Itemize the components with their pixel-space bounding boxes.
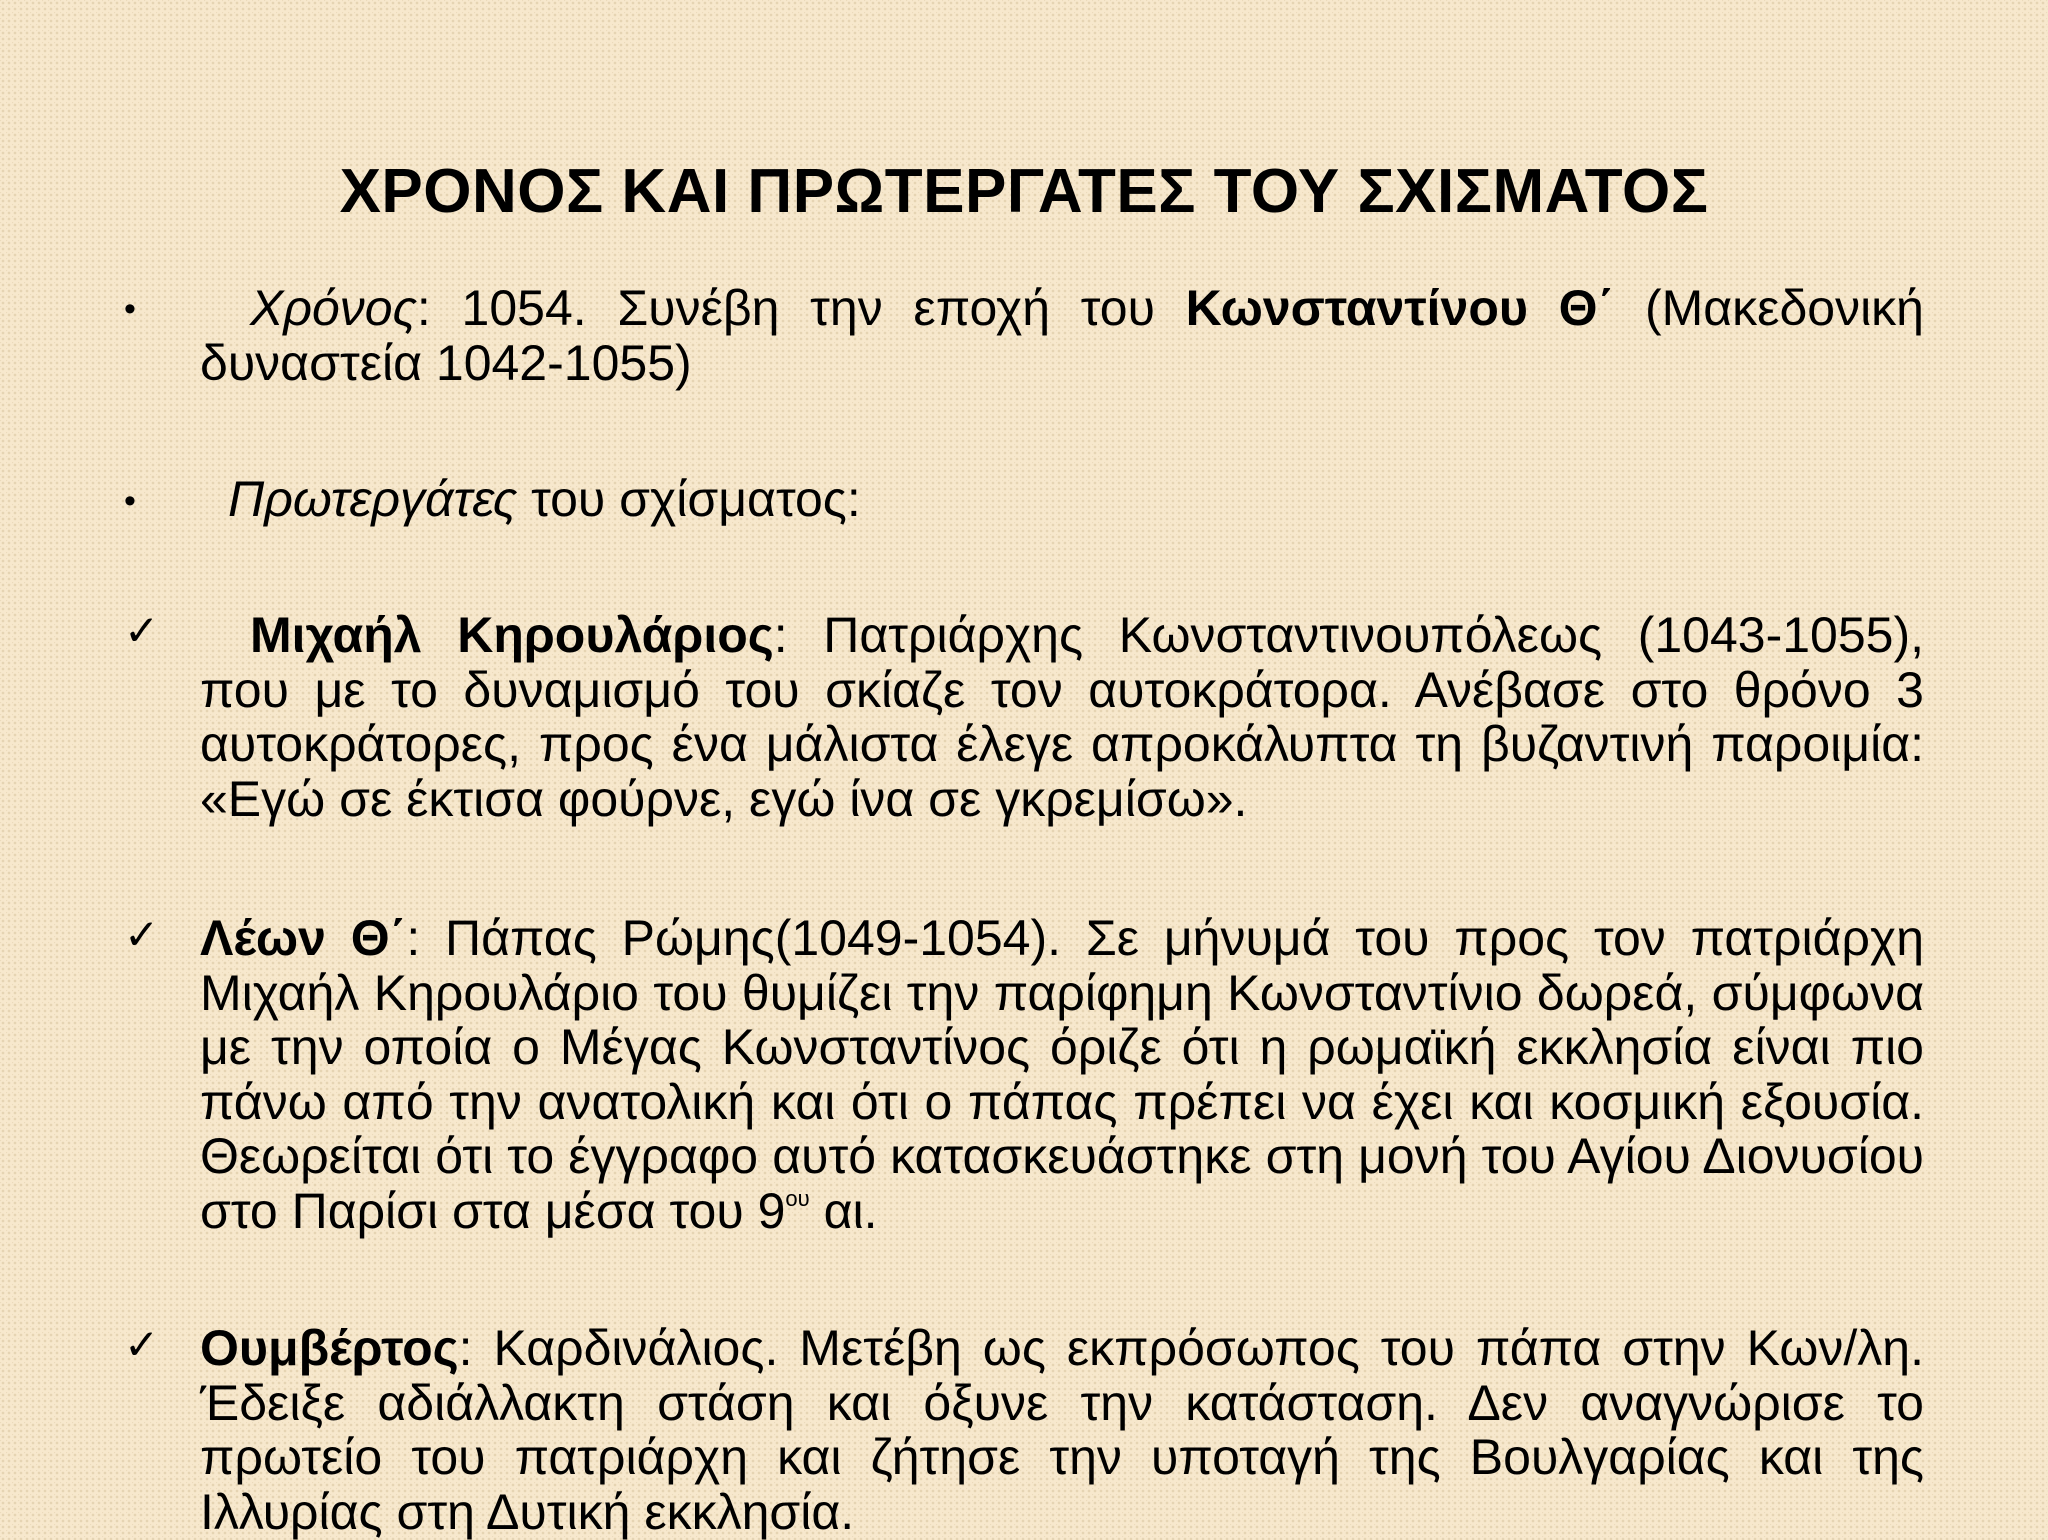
check-icon: ✓ bbox=[124, 911, 160, 958]
bullet-marker: • bbox=[124, 482, 136, 520]
item-text: Χρόνος: 1054. Συνέβη την εποχή του Κωνσταντίνου Θ΄ (Μακεδονική δυναστεία 1042-1055) bbox=[200, 280, 1924, 391]
check-icon: ✓ bbox=[124, 1321, 160, 1368]
bullet-marker: • bbox=[124, 290, 136, 328]
check-icon: ✓ bbox=[124, 607, 160, 654]
item-text: Μιχαήλ Κηρουλάριος: Πατριάρχης Κωνσταντινουπόλεως (1043-1055), που με το δυναμισμό του σκίαζε τον αυτοκράτορα. Ανέβασε στο θρόνο 3 αυτοκράτορες, προς ένα μάλιστα έλεγε απροκάλυπτα τη βυζαντινή παροιμία: «Εγώ σε έκτισα φούρνε, εγώ ίνα σε γκρεμίσω». bbox=[200, 607, 1925, 827]
person-name: Λέων Θ΄ bbox=[200, 910, 407, 966]
item-term: Πρωτεργάτες bbox=[228, 471, 518, 527]
person-name: Μιχαήλ Κηρουλάριος bbox=[250, 607, 774, 663]
person-name: Ουμβέρτος bbox=[200, 1320, 459, 1376]
item-text: Ουμβέρτος: Καρδινάλιος. Μετέβη ως εκπρόσωπος του πάπα στην Κων/λη. Έδειξε αδιάλλακτη στάση και όξυνε την κατάσταση. Δεν αναγνώρισε το πρωτείο του πατριάρχη και ζήτησε την υποταγή της Βουλγαρίας και της Ιλλυρίας στη Δυτική εκκλησία. bbox=[200, 1320, 1924, 1540]
emperor-name: Κωνσταντίνου Θ΄ bbox=[1185, 280, 1615, 336]
item-term: Χρόνος bbox=[250, 280, 417, 336]
item-text: Πρωτεργάτες του σχίσματος: bbox=[228, 471, 861, 527]
slide-title: ΧΡΟΝΟΣ ΚΑΙ ΠΡΩΤΕΡΓΑΤΕΣ ΤΟΥ ΣΧΙΣΜΑΤΟΣ bbox=[339, 157, 1709, 226]
item-text: Λέων Θ΄: Πάπας Ρώμης(1049-1054). Σε μήνυμά του προς τον πατριάρχη Μιχαήλ Κηρουλάριο του θυμίζει την παρίφημη Κωνσταντίνιο δωρεά, σύμφωνα με την οποία ο Μέγας Κωνσταντίνος όριζε ότι η ρωμαϊκή εκκλησία είναι πιο πάνω από την ανατολική και ότι ο πάπας πρέπει να έχει και κοσμική εξουσία. Θεωρείται ότι το έγγραφο αυτό κατασκευάστηκε στη μονή του Αγίου Διονυσίου στο Παρίσι στα μέσα του $9^{o\upsilon}$ αι. bbox=[200, 910, 1924, 1239]
